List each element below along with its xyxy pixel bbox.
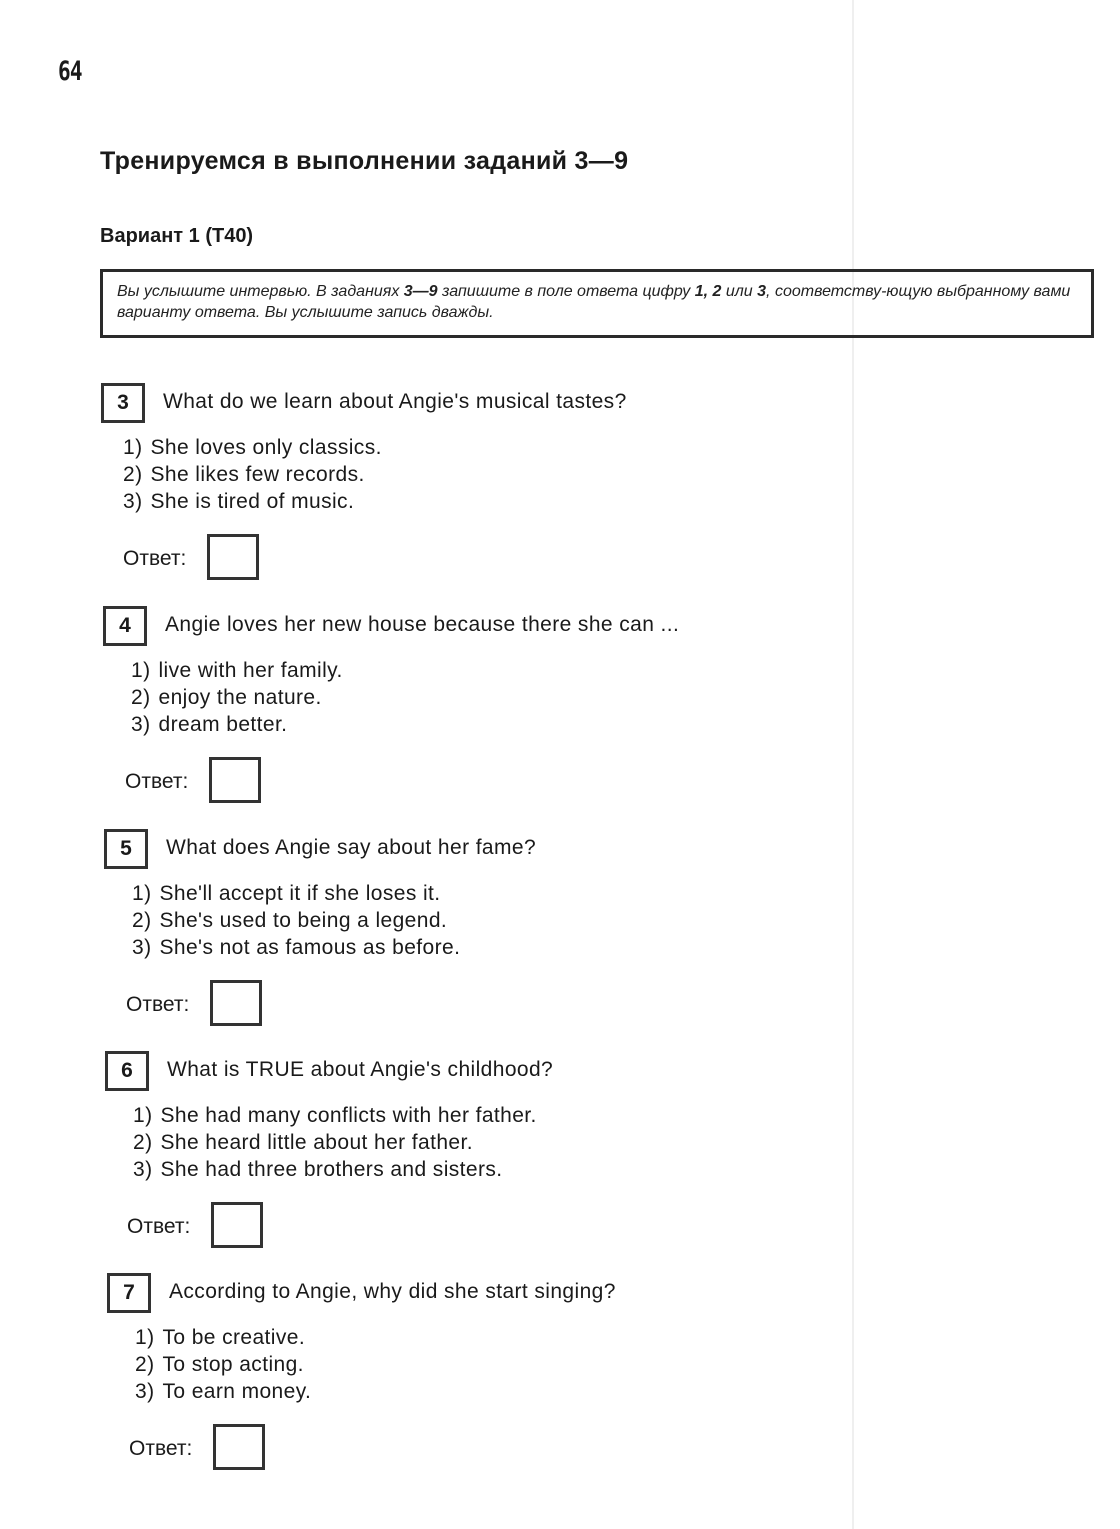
option-number: 1) [123, 436, 143, 459]
option-text: She's not as famous as before. [159, 936, 461, 959]
option-number: 1) [131, 659, 151, 682]
option-text: She loves only classics. [150, 436, 382, 459]
instruction-box [100, 269, 1094, 338]
task-7 [107, 1273, 807, 1473]
option-item [132, 880, 460, 907]
question-text: What does Angie say about her fame? [166, 836, 537, 859]
option-text: To be creative. [162, 1326, 306, 1349]
option-item [131, 657, 343, 684]
option-number: 3) [133, 1158, 153, 1181]
question-text: Angie loves her new house because there she can ... [165, 613, 680, 636]
instruction-digit-3: 3 [757, 283, 767, 300]
instruction-text: запишите в поле ответа цифру [437, 283, 695, 300]
answer-label: Ответ: [127, 1215, 191, 1238]
question-text: What do we learn about Angie's musical tastes? [163, 390, 627, 413]
option-item [133, 1129, 537, 1156]
answer-label: Ответ: [126, 993, 190, 1016]
option-text: She'll accept it if she loses it. [159, 882, 441, 905]
task-3 [101, 383, 801, 583]
page-fold-line [852, 0, 854, 1529]
option-text: enjoy the nature. [158, 686, 322, 709]
question-text: According to Angie, why did she start singing? [169, 1280, 616, 1303]
answer-options [135, 1324, 311, 1405]
variant-heading: Вариант 1 (Т40) [100, 225, 254, 247]
option-text: She's used to being a legend. [159, 909, 448, 932]
task-number-box: 3 [101, 383, 145, 423]
option-number: 2) [135, 1353, 155, 1376]
option-number: 2) [132, 909, 152, 932]
task-5 [104, 829, 804, 1029]
option-text: To earn money. [162, 1380, 312, 1403]
option-item [135, 1378, 311, 1405]
option-item [131, 684, 343, 711]
task-4 [103, 606, 803, 806]
option-number: 2) [123, 463, 143, 486]
option-item [123, 461, 382, 488]
page-number: 64 [58, 56, 82, 87]
answer-label: Ответ: [125, 770, 189, 793]
answer-options [131, 657, 343, 738]
option-number: 3) [132, 936, 152, 959]
option-text: To stop acting. [162, 1353, 304, 1376]
option-text: dream better. [158, 713, 288, 736]
question-text: What is TRUE about Angie's childhood? [167, 1058, 554, 1081]
option-text: She is tired of music. [150, 490, 355, 513]
option-number: 3) [135, 1380, 155, 1403]
option-item [123, 434, 382, 461]
answer-label: Ответ: [129, 1437, 193, 1460]
option-number: 3) [131, 713, 151, 736]
task-number-box: 5 [104, 829, 148, 869]
option-item [133, 1102, 537, 1129]
task-number-box: 7 [107, 1273, 151, 1313]
answer-box[interactable] [213, 1424, 265, 1470]
option-number: 2) [133, 1131, 153, 1154]
option-text: She heard little about her father. [160, 1131, 473, 1154]
option-number: 2) [131, 686, 151, 709]
instruction-text: , соответству-ющую выбранному вами варианту ответа. Вы услышите запись дважды. [117, 283, 1071, 321]
answer-box[interactable] [209, 757, 261, 803]
option-text: She had many conflicts with her father. [160, 1104, 537, 1127]
answer-options [123, 434, 382, 515]
answer-options [133, 1102, 537, 1183]
option-item [132, 934, 460, 961]
option-number: 1) [135, 1326, 155, 1349]
option-item [131, 711, 343, 738]
page-title: Тренируемся в выполнении заданий 3—9 [100, 147, 629, 175]
task-6 [105, 1051, 805, 1251]
instruction-digit-1: 1, [694, 283, 709, 300]
option-item [135, 1324, 311, 1351]
instruction-text: Вы услышите интервью. В заданиях [117, 283, 404, 300]
option-number: 3) [123, 490, 143, 513]
answer-box[interactable] [207, 534, 259, 580]
option-item [123, 488, 382, 515]
answer-box[interactable] [211, 1202, 263, 1248]
instruction-task-range: 3—9 [403, 283, 438, 300]
option-item [132, 907, 460, 934]
task-number-box: 4 [103, 606, 147, 646]
task-number-box: 6 [105, 1051, 149, 1091]
instruction-digit-2: 2 [712, 283, 722, 300]
option-text: She likes few records. [150, 463, 365, 486]
option-number: 1) [133, 1104, 153, 1127]
option-text: live with her family. [158, 659, 343, 682]
answer-box[interactable] [210, 980, 262, 1026]
answer-options [132, 880, 460, 961]
option-text: She had three brothers and sisters. [160, 1158, 503, 1181]
option-item [133, 1156, 537, 1183]
option-item [135, 1351, 311, 1378]
option-number: 1) [132, 882, 152, 905]
instruction-text: или [721, 283, 758, 300]
answer-label: Ответ: [123, 547, 187, 570]
